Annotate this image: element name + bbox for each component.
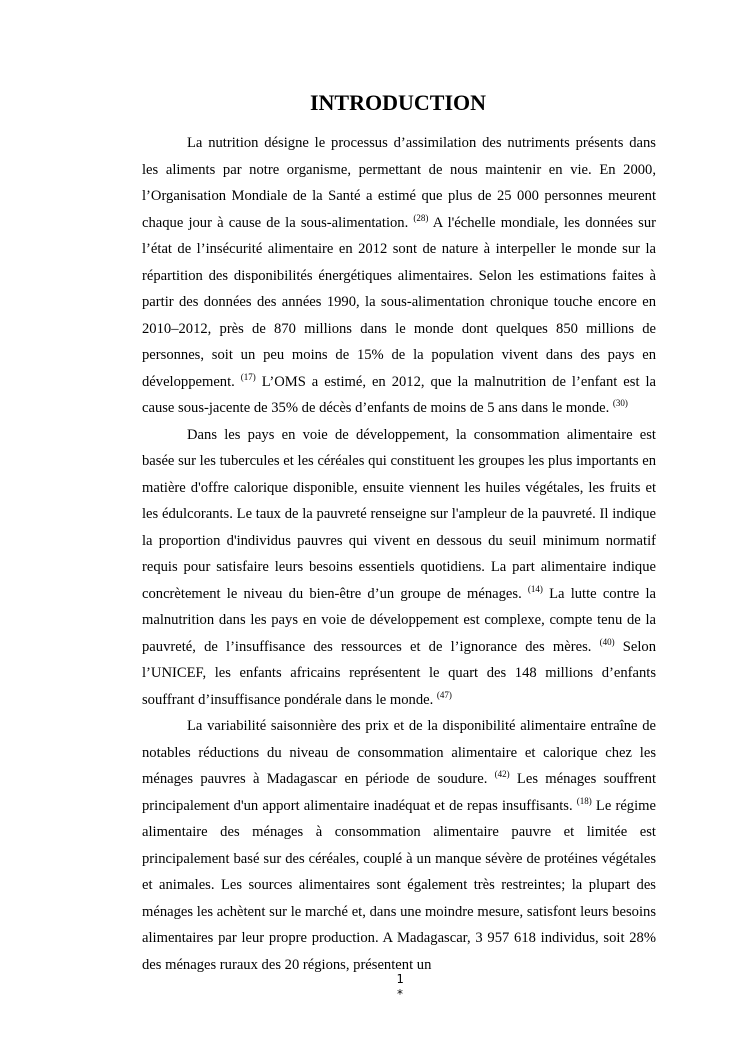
paragraph-2 bbox=[142, 422, 656, 714]
page-title: INTRODUCTION bbox=[309, 90, 487, 115]
page-number: 1 bbox=[396, 972, 404, 986]
body-text bbox=[142, 130, 656, 978]
text-segment: Dans les pays en voie de développement, la consommation alimentaire est basée sur les tubercules et les céréales qui constituent les groupes les plus importants en matière d'offre calorique disponible, ensuite viennent les huiles végétales, les fruits et les édulcorants. Le taux de la pauvreté renseigne sur l'ampleur de la pauvreté. Il indique la proportion d'individus pauvres qui vivent en dessous du seuil minimum normatif requis pour satisfaire leurs besoins essentiels quotidiens. La part alimentaire indique concrètement le niveau du bien-être d’un groupe de ménages. bbox=[142, 426, 656, 602]
text-segment: La nutrition désigne le processus d’assimilation des nutriments présents dans les aliments par notre organisme, permettant de nous maintenir en vie. En 2000, l’Organisation Mondiale de la Santé a estimé que plus de 25 000 personnes meurent chaque jour à cause de la sous-alimentation. bbox=[142, 135, 656, 231]
citation-ref: (40) bbox=[599, 636, 615, 647]
citation-ref: (17) bbox=[240, 371, 256, 382]
citation-ref: (28) bbox=[413, 212, 429, 223]
page-footer bbox=[380, 972, 420, 1002]
citation-ref: (42) bbox=[494, 769, 510, 779]
paragraph-3 bbox=[142, 713, 656, 978]
text-segment: A l'échelle mondiale, les données sur l’état de l’insécurité alimentaire en 2012 sont de nature à interpeller le monde sur la répartition des disponibilités énergétiques alimentaires. Selon les estimations faites à partir des données des années 1990, la sous-alimentation chronique touche encore en 2010–2012, près de 870 millions dans le monde dont quelques 850 millions de personnes, soit un peu moins de 15% de la population vivent dans des pays en développement. bbox=[142, 214, 656, 390]
text-segment: Le régime alimentaire des ménages à consommation alimentaire pauvre et limitée est principalement basé sur des céréales, couplé à un manque sévère de protéines végétales et animales. Les sources alimentaires sont également très restreintes; la plupart des ménages les achètent sur le marché et, dans une moindre mesure, satisfont leurs besoins alimentaires par leur propre production. A Madagascar, 3 957 618 individus, soit 28% des ménages ruraux des 20 régions, présentent un bbox=[142, 797, 656, 973]
citation-ref: (14) bbox=[527, 583, 543, 594]
text-segment: L’OMS a estimé, en 2012, que la malnutrition de l’enfant est la cause sous-jacente de 35% de décès d’enfants de moins de 5 ans dans le monde. bbox=[142, 373, 657, 416]
text-segment: La variabilité saisonnière des prix et de la disponibilité alimentaire entraîne de notables réductions du niveau de consommation alimentaire et calorique chez les ménages pauvres à Madagascar en période de soudure. bbox=[142, 718, 656, 787]
text-segment: La lutte contre la malnutrition dans les pays en voie de développement est complexe, compte tenu de la pauvreté, de l’insuffisance des ressources et de l’ignorance des mères. bbox=[142, 585, 656, 655]
citation-ref: (30) bbox=[612, 398, 628, 408]
citation-ref: (47) bbox=[436, 689, 452, 700]
footer-mark: * bbox=[396, 987, 404, 1001]
citation-ref: (18) bbox=[576, 795, 592, 806]
text-segment: Selon l’UNICEF, les enfants africains représentent le quart des 148 millions d’enfants souffrant d’insuffisance pondérale dans le monde. bbox=[142, 638, 657, 708]
paragraph-1 bbox=[142, 130, 656, 422]
text-segment: Les ménages souffrent principalement d'un apport alimentaire inadéquat et de repas insuffisants. bbox=[142, 771, 656, 814]
